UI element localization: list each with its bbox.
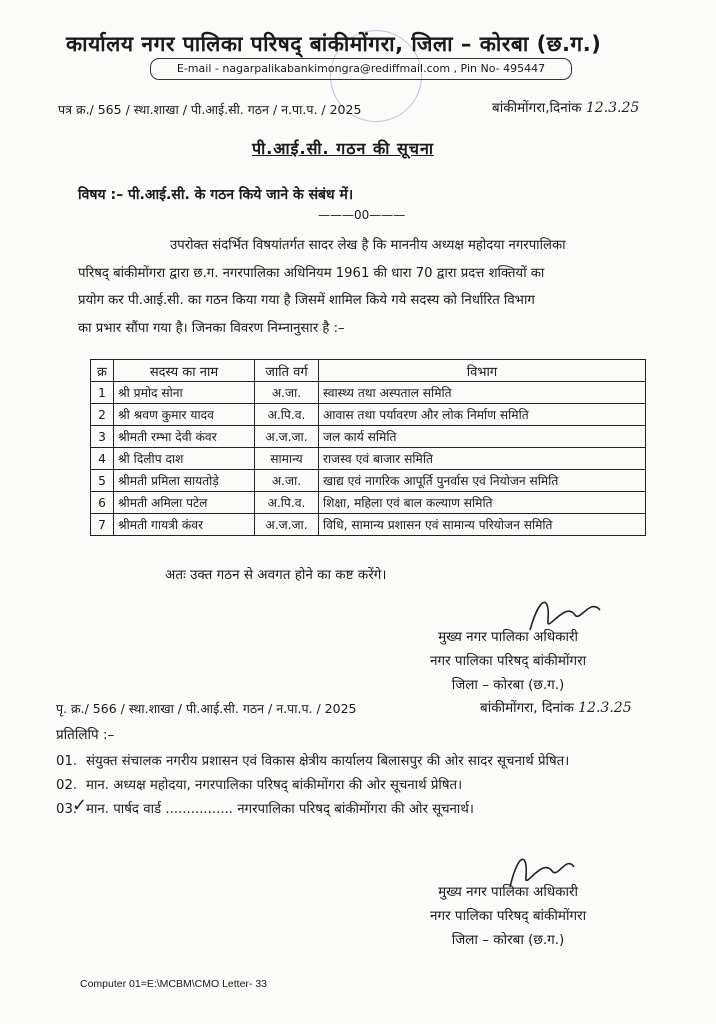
closing-line: अतः उक्त गठन से अवगत होने का कष्ट करेंगे। [165, 567, 387, 583]
cell-department: स्वास्थ्य तथा अस्पताल समिति [319, 382, 646, 404]
table-row [91, 514, 646, 536]
signatory-designation: मुख्य नगर पालिका अधिकारी [438, 629, 579, 645]
list-item [56, 750, 676, 774]
cell-no: 1 [91, 382, 114, 404]
copy-list [56, 750, 676, 822]
list-item [56, 798, 676, 822]
table-row [91, 470, 646, 492]
col-header-no: क्र [91, 360, 114, 382]
cell-department: जल कार्य समिति [319, 426, 646, 448]
copy-label: प्रतिलिपि :– [56, 727, 115, 743]
table-row [91, 492, 646, 514]
letter-reference: पत्र क्र./ 565 / स्था.शाखा / पी.आई.सी. गठन / न.पा.प. / 2025 [58, 102, 362, 117]
footer-file-path: Computer 01=E:\MCBM\CMO Letter- 33 [80, 978, 268, 990]
separator: ———00——— [318, 208, 406, 222]
list-item-number: 02. [56, 778, 78, 793]
para-line: का प्रभार सौंपा गया है। जिनका विवरण निम्नानुसार है :– [78, 320, 345, 336]
letterhead-contact: E-mail - nagarpalikabankimongra@rediffmail.com , Pin No- 495447 [150, 58, 572, 80]
para-line: उपरोक्त संदर्भित विषयांतर्गत सादर लेख है कि माननीय अध्यक्ष महोदया नगरपालिका [170, 238, 566, 253]
cell-category: सामान्य [255, 448, 319, 470]
endorsement-reference: पृ. क्र./ 566 / स्था.शाखा / पी.आई.सी. गठन / न.पा.प. / 2025 [56, 701, 357, 716]
signatory-district: जिला – कोरबा (छ.ग.) [451, 677, 565, 693]
table-row [91, 382, 646, 404]
list-item-number: 01. [56, 754, 78, 769]
letter-date [492, 98, 639, 116]
list-item-text: मान. अध्यक्ष महोदया, नगरपालिका परिषद् बांकीमोंगरा की ओर सूचनार्थ प्रेषित। [86, 778, 463, 793]
notice-heading: पी.आई.सी. गठन की सूचना [252, 139, 434, 158]
table-header-row [91, 360, 646, 382]
cell-department: आवास तथा पर्यावरण और लोक निर्माण समिति [319, 404, 646, 426]
cell-no: 6 [91, 492, 114, 514]
members-table [90, 359, 646, 536]
col-header-category: जाति वर्ग [255, 360, 319, 382]
cell-no: 5 [91, 470, 114, 492]
para-line: प्रयोग कर पी.आई.सी. का गठन किया गया है जिसमें शामिल किये गये सदस्य को निर्धारित विभाग [78, 293, 535, 308]
cell-department: राजस्व एवं बाजार समिति [319, 448, 646, 470]
signatory-office: नगर पालिका परिषद् बांकीमोंगरा [430, 908, 587, 924]
signatory-designation: मुख्य नगर पालिका अधिकारी [438, 884, 579, 900]
cell-category: अ.ज.जा. [255, 426, 319, 448]
signature-block-1 [430, 625, 586, 697]
col-header-name: सदस्य का नाम [114, 360, 255, 382]
list-item-text: मान. पार्षद वार्ड ................ नगरपालिका परिषद् बांकीमोंगरा की ओर सूचनार्थ। [86, 802, 474, 817]
cell-category: अ.ज.जा. [255, 514, 319, 536]
cell-category: अ.पि.व. [255, 492, 319, 514]
tick-mark-icon: ✓ [72, 795, 88, 816]
list-item-text: संयुक्त संचालक नगरीय प्रशासन एवं विकास क्षेत्रीय कार्यालय बिलासपुर की ओर सादर सूचनार्थ प्रेषित। [86, 754, 570, 769]
cell-no: 3 [91, 426, 114, 448]
cell-name: श्री श्रवण कुमार यादव [114, 404, 255, 426]
table-row [91, 448, 646, 470]
cell-no: 7 [91, 514, 114, 536]
cell-department: शिक्षा, महिला एवं बाल कल्याण समिति [319, 492, 646, 514]
list-item-number: 03. [56, 802, 78, 817]
cell-no: 2 [91, 404, 114, 426]
signatory-office: नगर पालिका परिषद् बांकीमोंगरा [430, 653, 587, 669]
cell-name: श्रीमती अमिला पटेल [114, 492, 255, 514]
place-date-label: बांकीमोंगरा,दिनांक [492, 100, 582, 116]
place-date-label: बांकीमोंगरा, दिनांक [480, 700, 574, 716]
letterhead-title: कार्यालय नगर पालिका परिषद् बांकीमोंगरा, जिला – कोरबा (छ.ग.) [66, 32, 602, 56]
handwritten-date: 12.3.25 [585, 100, 640, 116]
body-paragraph [78, 232, 678, 342]
para-line: परिषद् बांकीमोंगरा द्वारा छ.ग. नगरपालिका अधिनियम 1961 की धारा 70 द्वारा प्रदत्त शक्तियों का [78, 265, 545, 281]
cell-category: अ.जा. [255, 470, 319, 492]
cell-no: 4 [91, 448, 114, 470]
handwritten-date: 12.3.25 [578, 700, 632, 716]
signature-block-2 [430, 880, 586, 952]
col-header-department: विभाग [319, 360, 646, 382]
cell-name: श्री प्रमोद सोना [114, 382, 255, 404]
cell-category: अ.जा. [255, 382, 319, 404]
subject-line: विषय :– पी.आई.सी. के गठन किये जाने के संबंध में। [78, 187, 354, 203]
cell-name: श्रीमती रम्भा देवी कंवर [114, 426, 255, 448]
cell-department: विधि, सामान्य प्रशासन एवं सामान्य परियोजन समिति [319, 514, 646, 536]
table-row [91, 426, 646, 448]
cell-name: श्री दिलीप दाश [114, 448, 255, 470]
table-row [91, 404, 646, 426]
endorsement-date [480, 698, 632, 716]
signatory-district: जिला – कोरबा (छ.ग.) [451, 932, 565, 948]
cell-name: श्रीमती गायत्री कंवर [114, 514, 255, 536]
cell-department: खाद्य एवं नागरिक आपूर्ति पुनर्वास एवं नियोजन समिति [319, 470, 646, 492]
cell-name: श्रीमती प्रमिला सायतोड़े [114, 470, 255, 492]
cell-category: अ.पि.व. [255, 404, 319, 426]
list-item [56, 774, 676, 798]
